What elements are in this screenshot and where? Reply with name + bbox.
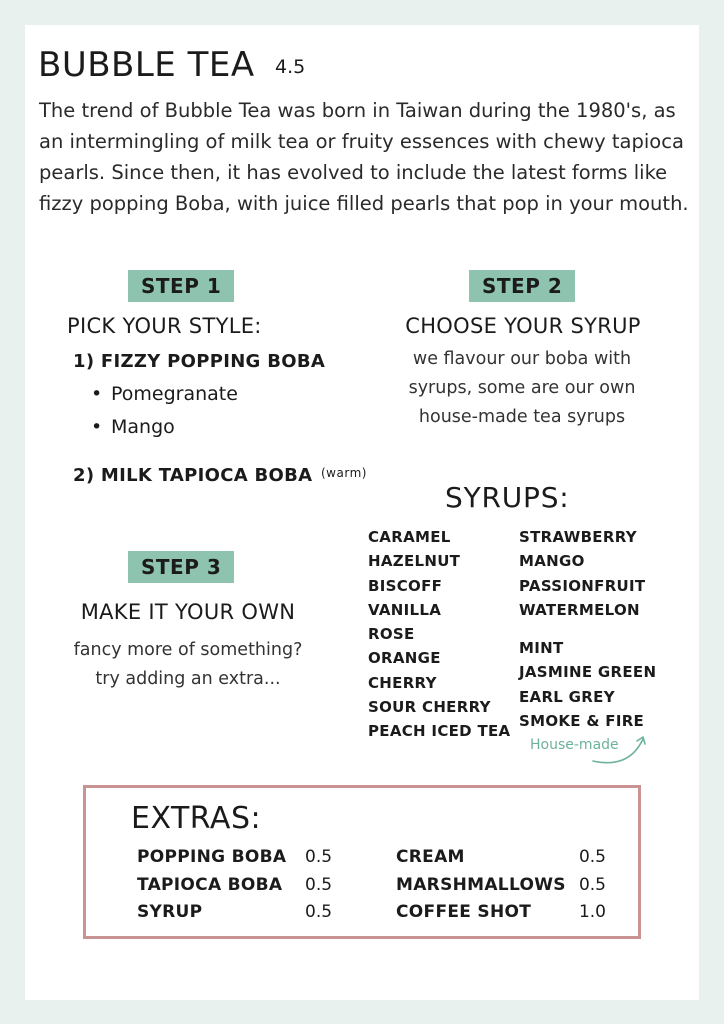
flavour-item: • Mango bbox=[91, 411, 238, 444]
warm-note: (warm) bbox=[321, 466, 367, 480]
syrup-item: PEACH ICED TEA bbox=[368, 722, 511, 741]
syrup-list-fruit bbox=[519, 525, 645, 622]
syrup-item: VANILLA bbox=[368, 600, 442, 619]
desc-line: we flavour our boba with bbox=[412, 349, 632, 369]
extra-name: POPPING BOBA bbox=[137, 847, 287, 867]
syrup-item: JASMINE GREEN bbox=[519, 663, 657, 682]
step2-badge: STEP 2 bbox=[469, 270, 575, 302]
desc-line: house-made tea syrups bbox=[418, 407, 626, 427]
style-option-popping-boba: 1) FIZZY POPPING BOBA bbox=[73, 351, 326, 372]
step2-heading: CHOOSE YOUR SYRUP bbox=[405, 314, 641, 338]
extra-name: MARSHMALLOWS bbox=[396, 874, 566, 895]
syrup-item: SMOKE & FIRE bbox=[519, 711, 645, 730]
syrup-item: SOUR CHERRY bbox=[368, 698, 491, 717]
syrup-list-classic bbox=[368, 525, 510, 744]
desc-line: try adding an extra... bbox=[95, 669, 281, 689]
intro-text: The trend of Bubble Tea was born in Taiwan during the 1980's, as an intermingling of milk tea or fruity essences with chewy tapioca pearls. Since then, it has evolved to include the latest forms like fizzy popping Boba, with juice filled pearls that pop in your mouth. bbox=[39, 99, 689, 215]
syrup-item: EARL GREY bbox=[519, 687, 615, 706]
step3-description bbox=[53, 636, 323, 694]
flavour-item: • Pomegranate bbox=[91, 378, 238, 411]
extras-title: EXTRAS: bbox=[131, 801, 262, 836]
step3-badge: STEP 3 bbox=[128, 551, 234, 583]
popping-flavour-list bbox=[91, 378, 238, 444]
house-made-note: House-made bbox=[530, 737, 619, 753]
desc-line: fancy more of something? bbox=[73, 640, 303, 660]
syrup-item: WATERMELON bbox=[519, 600, 640, 619]
extras-list-right bbox=[396, 844, 566, 927]
syrup-item: MANGO bbox=[519, 552, 585, 571]
syrup-item: ORANGE bbox=[368, 649, 441, 668]
syrup-item: MINT bbox=[519, 639, 564, 657]
step3-heading: MAKE IT YOUR OWN bbox=[80, 600, 296, 624]
syrup-item: HAZELNUT bbox=[368, 552, 461, 571]
syrup-list-house-made bbox=[519, 636, 656, 733]
menu-page bbox=[25, 25, 699, 1000]
syrup-item: STRAWBERRY bbox=[519, 528, 637, 546]
extra-price: 0.5 bbox=[305, 847, 333, 867]
style-option-tapioca-boba: 2) MILK TAPIOCA BOBA bbox=[73, 465, 313, 486]
step2-description bbox=[388, 345, 656, 432]
bubble-tea-price: 4.5 bbox=[275, 56, 306, 78]
curved-arrow-icon bbox=[585, 727, 651, 767]
extra-name: TAPIOCA BOBA bbox=[137, 874, 283, 895]
extra-price: 0.5 bbox=[578, 847, 606, 867]
extras-prices-right bbox=[570, 844, 606, 927]
extras-list-left bbox=[137, 844, 286, 927]
extra-name: SYRUP bbox=[137, 902, 203, 922]
step1-heading: PICK YOUR STYLE: bbox=[67, 314, 262, 338]
extra-price: 0.5 bbox=[578, 874, 606, 895]
extra-price: 0.5 bbox=[305, 902, 333, 922]
syrup-item: BISCOFF bbox=[368, 576, 443, 595]
extras-box bbox=[83, 785, 641, 939]
extra-price: 1.0 bbox=[578, 902, 606, 922]
extras-prices-left bbox=[305, 844, 332, 927]
syrups-title: SYRUPS: bbox=[445, 481, 570, 514]
desc-line: syrups, some are our own bbox=[408, 378, 636, 398]
syrup-item: PASSIONFRUIT bbox=[519, 576, 646, 595]
syrup-item: CARAMEL bbox=[368, 528, 451, 546]
extra-name: CREAM bbox=[396, 847, 465, 867]
extra-name: COFFEE SHOT bbox=[396, 902, 532, 922]
syrup-item: CHERRY bbox=[368, 673, 437, 692]
syrup-item: ROSE bbox=[368, 625, 415, 644]
page-title: BUBBLE TEA bbox=[38, 45, 255, 85]
step1-badge: STEP 1 bbox=[128, 270, 234, 302]
extra-price: 0.5 bbox=[305, 874, 333, 895]
